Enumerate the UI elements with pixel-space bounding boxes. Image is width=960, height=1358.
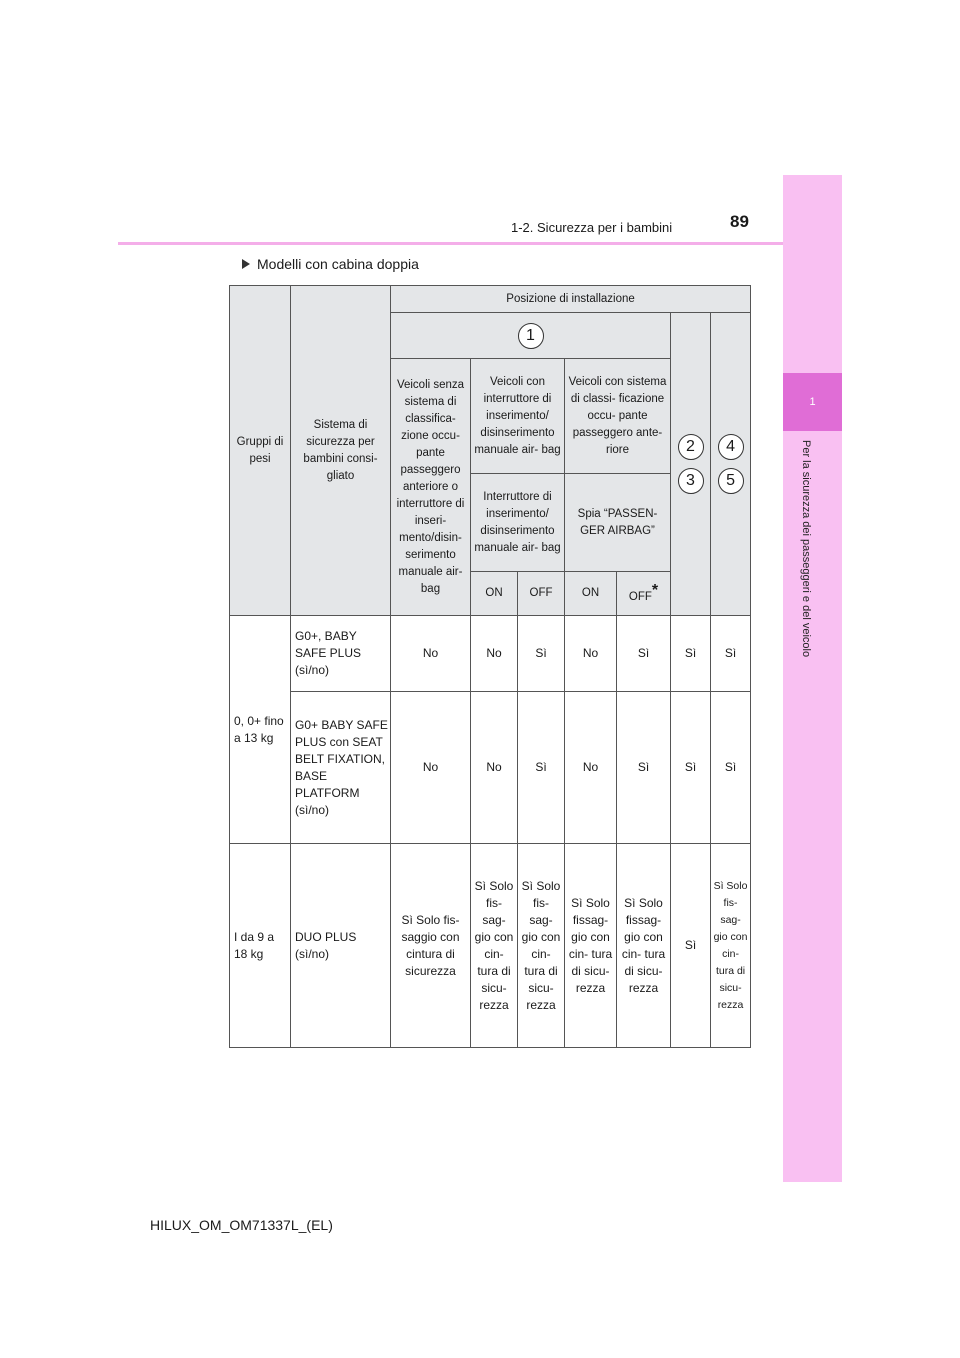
weight-group-0: 0, 0+ fino a 13 kg — [230, 616, 291, 844]
table-cell: Sì Solo fis- saggio con cintura di sicurezza — [391, 844, 471, 1048]
seat-1-label: 1 — [518, 323, 544, 349]
table-row — [230, 616, 751, 692]
system-name: DUO PLUS (sì/no) — [291, 844, 391, 1048]
subtitle — [242, 256, 419, 272]
chapter-title: Per la sicurezza dei passeggeri e del veicolo — [800, 440, 812, 658]
table-cell: Sì — [671, 692, 711, 844]
child-seat-table — [229, 285, 751, 1048]
table-cell: No — [391, 616, 471, 692]
page-number: 89 — [730, 212, 749, 231]
chapter-title-vertical — [798, 440, 818, 700]
seat-2-3-cell — [671, 313, 711, 616]
header-weight-group: Gruppi di pesi — [230, 286, 291, 616]
table-cell: Sì — [518, 616, 565, 692]
state-off-2: OFF — [628, 590, 652, 603]
table-cell: Sì Solo fis- sag- gio con cin- tura di sicu- rezza — [471, 844, 518, 1048]
table-cell: Sì — [518, 692, 565, 844]
section-title: 1-2. Sicurezza per i bambini — [511, 220, 673, 235]
vehicle-type-b: Veicoli con interruttore di inserimento/ disinserimento manuale air- bag — [471, 359, 565, 474]
table-row — [230, 844, 751, 1048]
system-name: G0+ BABY SAFE PLUS con SEAT BELT FIXATION, BASE PLATFORM (sì/no) — [291, 692, 391, 844]
triangle-bullet-icon — [242, 259, 250, 269]
seat-5-label: 5 — [718, 468, 744, 494]
table-cell: Sì Solo fissag- gio con cin- tura di sicu- rezza — [565, 844, 617, 1048]
footer-code: HILUX_OM_OM71337L_(EL) — [150, 1217, 333, 1233]
seat-1-cell — [391, 313, 671, 359]
table-cell: Sì — [671, 844, 711, 1048]
seat-2-label: 2 — [678, 434, 704, 460]
passenger-airbag-indicator-header: Spia “PASSEN- GER AIRBAG” — [565, 474, 671, 572]
airbag-switch-header: Interruttore di inserimento/ disinserimento manuale air- bag — [471, 474, 565, 572]
state-off-2-cell — [617, 572, 671, 616]
table-cell: Sì Solo fissag- gio con cin- tura di sicu- rezza — [617, 844, 671, 1048]
header-divider — [118, 242, 783, 245]
table-cell: No — [391, 692, 471, 844]
footnote-asterisk: * — [651, 581, 659, 599]
state-on-1: ON — [471, 572, 518, 616]
seat-3-label: 3 — [678, 468, 704, 494]
state-off-1: OFF — [518, 572, 565, 616]
table-cell: No — [565, 616, 617, 692]
table-cell: Sì — [711, 616, 751, 692]
table-cell: Sì Solo fis- sag- gio con cin- tura di sicu- rezza — [711, 844, 751, 1048]
table-cell: No — [471, 616, 518, 692]
header-child-system: Sistema di sicurezza per bambini consi- gliato — [291, 286, 391, 616]
table-cell: Sì — [671, 616, 711, 692]
table-cell: No — [565, 692, 617, 844]
table-cell: No — [471, 692, 518, 844]
table-row — [230, 692, 751, 844]
seat-4-5-cell — [711, 313, 751, 616]
subtitle-text: Modelli con cabina doppia — [257, 256, 419, 272]
table-cell: Sì — [711, 692, 751, 844]
table-cell: Sì — [617, 616, 671, 692]
seat-4-label: 4 — [718, 434, 744, 460]
chapter-number: 1 — [783, 373, 842, 431]
state-on-2: ON — [565, 572, 617, 616]
vehicle-type-a: Veicoli senza sistema di classifica- zione occu- pante passeggero anteriore o interruttore di inseri- mento/disin- serimento manuale air- bag — [391, 359, 471, 616]
header-installation-position: Posizione di installazione — [391, 286, 751, 313]
weight-group-1: I da 9 a 18 kg — [230, 844, 291, 1048]
table-cell: Sì Solo fis- sag- gio con cin- tura di sicu- rezza — [518, 844, 565, 1048]
vehicle-type-c: Veicoli con sistema di classi- ficazione occu- pante passeggero ante- riore — [565, 359, 671, 474]
table-cell: Sì — [617, 692, 671, 844]
system-name: G0+, BABY SAFE PLUS (sì/no) — [291, 616, 391, 692]
